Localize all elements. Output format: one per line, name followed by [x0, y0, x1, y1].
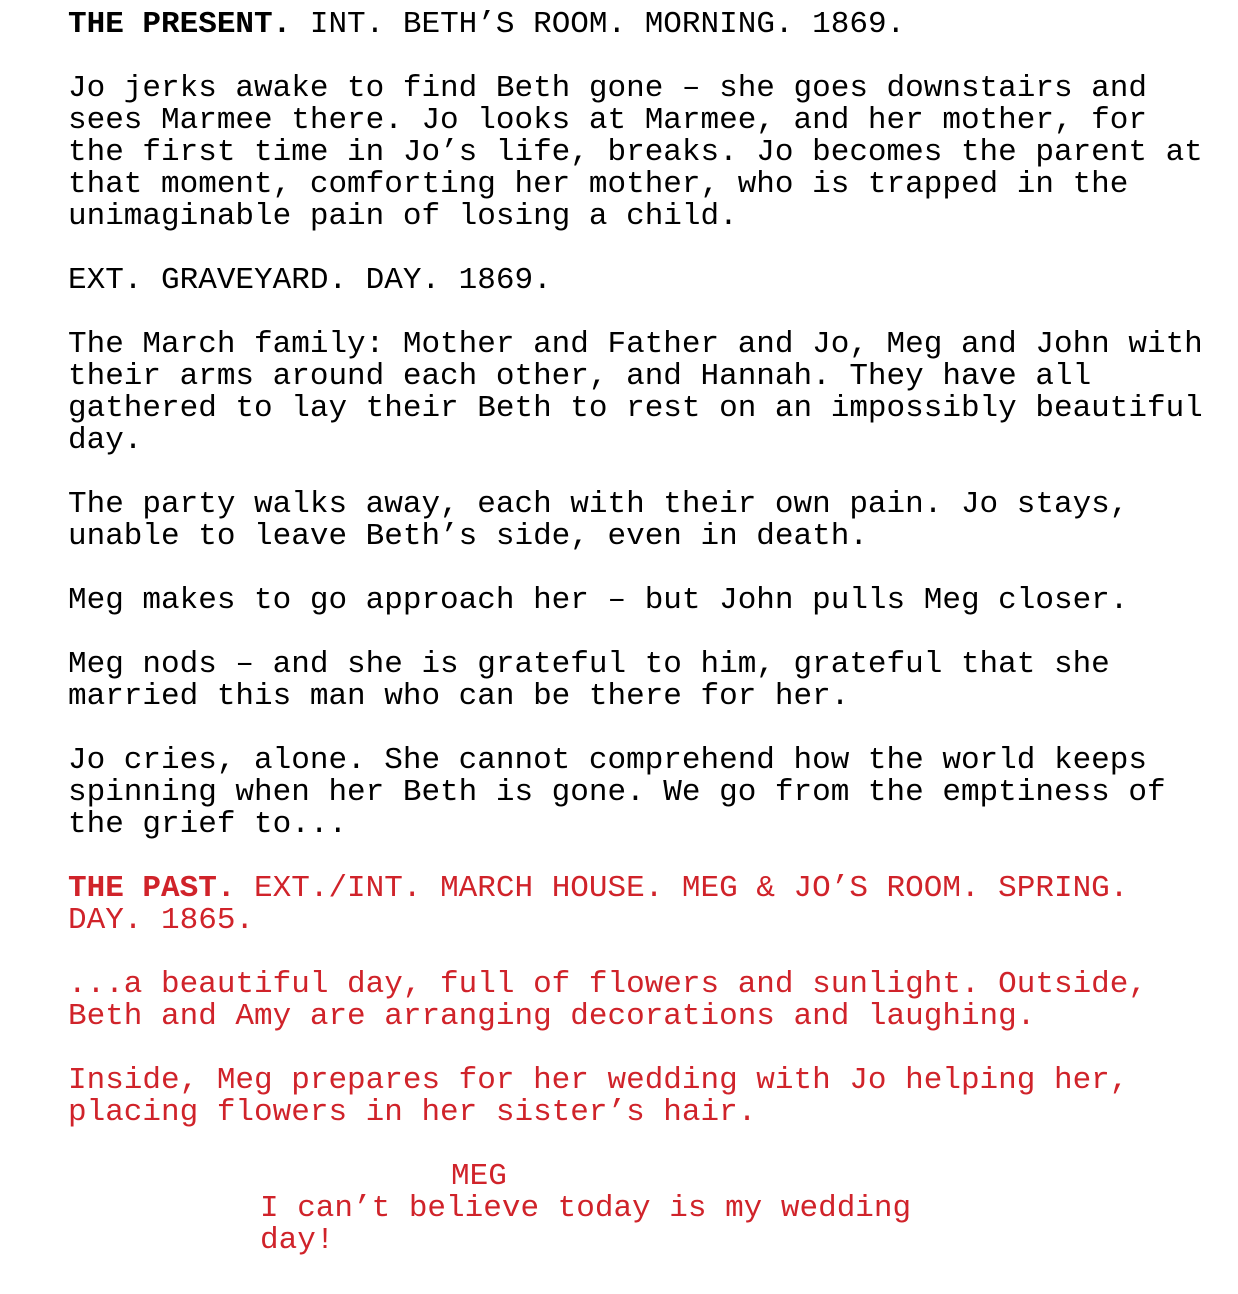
action-line: spinning when her Beth is gone. We go from the emptiness of: [68, 775, 1166, 810]
action-block-2: [68, 329, 1228, 457]
action-line: their arms around each other, and Hannah. They have all: [68, 359, 1092, 394]
action-line: that moment, comforting her mother, who is trapped in the: [68, 167, 1129, 202]
screenplay-page: [68, 9, 1228, 1257]
action-block-1: [68, 73, 1228, 233]
action-line: Meg nods – and she is grateful to him, grateful that she: [68, 647, 1110, 682]
action-line: unimaginable pain of losing a child.: [68, 199, 738, 234]
scene-heading-past: [68, 873, 1228, 937]
dialogue-line: day!: [260, 1223, 335, 1258]
action-line: Meg makes to go approach her – but John pulls Meg closer.: [68, 583, 1129, 618]
scene-heading-present: [68, 9, 1228, 41]
action-block-7: [68, 969, 1228, 1033]
scene-label-past: THE PAST.: [68, 871, 236, 906]
action-line: married this man who can be there for her.: [68, 679, 850, 714]
action-block-8: [68, 1065, 1228, 1129]
action-line: The party walks away, each with their own pain. Jo stays,: [68, 487, 1129, 522]
character-name: MEG: [451, 1159, 507, 1194]
action-block-4: [68, 585, 1228, 617]
action-line: the grief to...: [68, 807, 348, 842]
action-line: The March family: Mother and Father and Jo, Meg and John with: [68, 327, 1203, 362]
action-line: Jo jerks awake to find Beth gone – she goes downstairs and: [68, 71, 1147, 106]
action-line: Inside, Meg prepares for her wedding with Jo helping her,: [68, 1063, 1129, 1098]
dialogue-block: [68, 1161, 1228, 1257]
action-line: gathered to lay their Beth to rest on an impossibly beautiful: [68, 391, 1203, 426]
action-line: sees Marmee there. Jo looks at Marmee, and her mother, for: [68, 103, 1147, 138]
action-line: the first time in Jo’s life, breaks. Jo becomes the parent at: [68, 135, 1203, 170]
action-line: ...a beautiful day, full of flowers and sunlight. Outside,: [68, 967, 1147, 1002]
action-block-6: [68, 745, 1228, 841]
scene-heading-text: EXT./INT. MARCH HOUSE. MEG & JO’S ROOM. SPRING.: [235, 871, 1129, 906]
scene-heading-graveyard: EXT. GRAVEYARD. DAY. 1869.: [68, 263, 552, 298]
action-line: placing flowers in her sister’s hair.: [68, 1095, 757, 1130]
scene-heading-text: INT. BETH’S ROOM. MORNING. 1869.: [291, 7, 906, 42]
action-line: unable to leave Beth’s side, even in death.: [68, 519, 868, 554]
scene-label-present: THE PRESENT.: [68, 7, 292, 42]
action-block-5: [68, 649, 1228, 713]
dialogue-line: I can’t believe today is my wedding: [260, 1191, 912, 1226]
scene-heading-past-line1: [68, 873, 1228, 905]
action-line: Jo cries, alone. She cannot comprehend how the world keeps: [68, 743, 1147, 778]
action-block-3: [68, 489, 1228, 553]
action-line: Beth and Amy are arranging decorations and laughing.: [68, 999, 1036, 1034]
action-line: day.: [68, 423, 143, 458]
scene-heading-past-line2: DAY. 1865.: [68, 903, 255, 938]
